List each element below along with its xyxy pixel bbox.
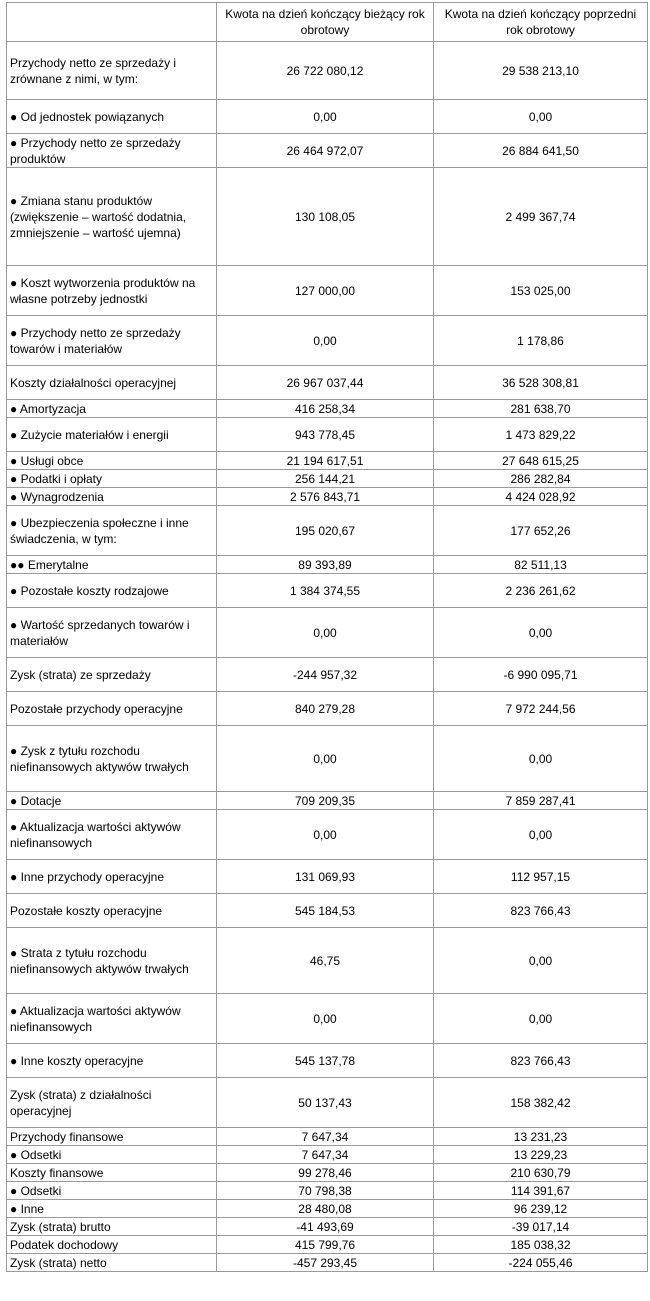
previous-year-value: 823 766,43 (434, 894, 648, 928)
previous-year-value: 13 231,23 (434, 1128, 648, 1146)
row-label: ● Inne przychody operacyjne (7, 860, 217, 894)
previous-year-value: -224 055,46 (434, 1254, 648, 1272)
table-row (7, 1044, 648, 1078)
previous-year-value: 185 038,32 (434, 1236, 648, 1254)
previous-year-value: 7 859 287,41 (434, 792, 648, 810)
table-row (7, 400, 648, 418)
row-label: ● Zysk z tytułu rozchodu niefinansowych aktywów trwałych (7, 726, 217, 792)
previous-year-value: 96 239,12 (434, 1200, 648, 1218)
table-row (7, 1218, 648, 1236)
table-row (7, 1200, 648, 1218)
row-label: ● Strata z tytułu rozchodu niefinansowych aktywów trwałych (7, 928, 217, 994)
table-row (7, 994, 648, 1044)
row-label: ● Zużycie materiałów i energii (7, 418, 217, 452)
current-year-value: 709 209,35 (217, 792, 434, 810)
row-label: Podatek dochodowy (7, 1236, 217, 1254)
table-body (7, 42, 648, 1272)
table-row (7, 1254, 648, 1272)
current-year-value: 131 069,93 (217, 860, 434, 894)
current-year-value: 0,00 (217, 726, 434, 792)
table-row (7, 134, 648, 168)
financial-statement-table (6, 2, 648, 1272)
table-row (7, 366, 648, 400)
row-label: Zysk (strata) ze sprzedaży (7, 658, 217, 692)
header-corner (7, 3, 217, 42)
current-year-value: 0,00 (217, 316, 434, 366)
previous-year-value: 0,00 (434, 994, 648, 1044)
current-year-value: 256 144,21 (217, 470, 434, 488)
row-label: ● Ubezpieczenia społeczne i inne świadczenia, w tym: (7, 506, 217, 556)
current-year-value: 1 384 374,55 (217, 574, 434, 608)
row-label: ● Inne koszty operacyjne (7, 1044, 217, 1078)
current-year-value: 0,00 (217, 608, 434, 658)
table-row (7, 608, 648, 658)
previous-year-value: 210 630,79 (434, 1164, 648, 1182)
current-year-value: 70 798,38 (217, 1182, 434, 1200)
row-label: Zysk (strata) brutto (7, 1218, 217, 1236)
row-label: ● Przychody netto ze sprzedaży towarów i materiałów (7, 316, 217, 366)
current-year-value: 28 480,08 (217, 1200, 434, 1218)
table-row (7, 506, 648, 556)
previous-year-value: 2 236 261,62 (434, 574, 648, 608)
current-year-value: -457 293,45 (217, 1254, 434, 1272)
row-label: ● Amortyzacja (7, 400, 217, 418)
previous-year-value: 0,00 (434, 100, 648, 134)
table-row (7, 1164, 648, 1182)
previous-year-value: 286 282,84 (434, 470, 648, 488)
current-year-value: 7 647,34 (217, 1128, 434, 1146)
table-row (7, 726, 648, 792)
row-label: ● Podatki i opłaty (7, 470, 217, 488)
previous-year-value: 0,00 (434, 928, 648, 994)
row-label: Pozostałe koszty operacyjne (7, 894, 217, 928)
current-year-value: 46,75 (217, 928, 434, 994)
row-label: Koszty finansowe (7, 1164, 217, 1182)
table-row (7, 1236, 648, 1254)
row-label: ● Aktualizacja wartości aktywów niefinansowych (7, 810, 217, 860)
previous-year-value: 114 391,67 (434, 1182, 648, 1200)
table-row (7, 316, 648, 366)
table-row (7, 1128, 648, 1146)
current-year-value: 130 108,05 (217, 168, 434, 266)
previous-year-value: 36 528 308,81 (434, 366, 648, 400)
row-label: ● Od jednostek powiązanych (7, 100, 217, 134)
row-label: ● Odsetki (7, 1182, 217, 1200)
row-label: Zysk (strata) z działalności operacyjnej (7, 1078, 217, 1128)
current-year-value: -244 957,32 (217, 658, 434, 692)
table-row (7, 894, 648, 928)
current-year-value: 416 258,34 (217, 400, 434, 418)
current-year-value: 89 393,89 (217, 556, 434, 574)
table-row (7, 1182, 648, 1200)
table-row (7, 470, 648, 488)
row-label: ● Pozostałe koszty rodzajowe (7, 574, 217, 608)
row-label: ●● Emerytalne (7, 556, 217, 574)
table-row (7, 1078, 648, 1128)
header-previous-year: Kwota na dzień kończący poprzedni rok obrotowy (434, 3, 648, 42)
row-label: Pozostałe przychody operacyjne (7, 692, 217, 726)
current-year-value: 26 464 972,07 (217, 134, 434, 168)
row-label: Przychody netto ze sprzedaży i zrównane z nimi, w tym: (7, 42, 217, 100)
row-label: ● Wartość sprzedanych towarów i materiałów (7, 608, 217, 658)
table-row (7, 574, 648, 608)
current-year-value: 840 279,28 (217, 692, 434, 726)
current-year-value: 415 799,76 (217, 1236, 434, 1254)
table-row (7, 266, 648, 316)
current-year-value: 26 967 037,44 (217, 366, 434, 400)
previous-year-value: -39 017,14 (434, 1218, 648, 1236)
previous-year-value: 1 473 829,22 (434, 418, 648, 452)
current-year-value: 127 000,00 (217, 266, 434, 316)
table-row (7, 792, 648, 810)
table-row (7, 810, 648, 860)
table-row (7, 488, 648, 506)
table-row (7, 658, 648, 692)
previous-year-value: 0,00 (434, 810, 648, 860)
row-label: ● Przychody netto ze sprzedaży produktów (7, 134, 217, 168)
previous-year-value: 7 972 244,56 (434, 692, 648, 726)
previous-year-value: 29 538 213,10 (434, 42, 648, 100)
table-row (7, 1146, 648, 1164)
row-label: ● Dotacje (7, 792, 217, 810)
header-row (7, 3, 648, 42)
current-year-value: 99 278,46 (217, 1164, 434, 1182)
row-label: ● Usługi obce (7, 452, 217, 470)
previous-year-value: 177 652,26 (434, 506, 648, 556)
previous-year-value: 0,00 (434, 608, 648, 658)
row-label: Przychody finansowe (7, 1128, 217, 1146)
current-year-value: 0,00 (217, 100, 434, 134)
table-row (7, 42, 648, 100)
table-row (7, 100, 648, 134)
table-row (7, 928, 648, 994)
table-row (7, 452, 648, 470)
current-year-value: 0,00 (217, 810, 434, 860)
row-label: Koszty działalności operacyjnej (7, 366, 217, 400)
previous-year-value: 1 178,86 (434, 316, 648, 366)
previous-year-value: 0,00 (434, 726, 648, 792)
row-label: ● Odsetki (7, 1146, 217, 1164)
previous-year-value: 112 957,15 (434, 860, 648, 894)
previous-year-value: 2 499 367,74 (434, 168, 648, 266)
previous-year-value: 26 884 641,50 (434, 134, 648, 168)
previous-year-value: -6 990 095,71 (434, 658, 648, 692)
current-year-value: 0,00 (217, 994, 434, 1044)
current-year-value: 943 778,45 (217, 418, 434, 452)
previous-year-value: 13 229,23 (434, 1146, 648, 1164)
current-year-value: 2 576 843,71 (217, 488, 434, 506)
row-label: ● Wynagrodzenia (7, 488, 217, 506)
previous-year-value: 158 382,42 (434, 1078, 648, 1128)
row-label: ● Zmiana stanu produktów (zwiększenie – wartość dodatnia, zmniejszenie – wartość ujemna) (7, 168, 217, 266)
current-year-value: 545 137,78 (217, 1044, 434, 1078)
table-row (7, 860, 648, 894)
current-year-value: 50 137,43 (217, 1078, 434, 1128)
row-label: ● Koszt wytworzenia produktów na własne potrzeby jednostki (7, 266, 217, 316)
table-row (7, 168, 648, 266)
row-label: ● Aktualizacja wartości aktywów niefinansowych (7, 994, 217, 1044)
table-row (7, 692, 648, 726)
previous-year-value: 281 638,70 (434, 400, 648, 418)
previous-year-value: 823 766,43 (434, 1044, 648, 1078)
previous-year-value: 4 424 028,92 (434, 488, 648, 506)
current-year-value: 195 020,67 (217, 506, 434, 556)
current-year-value: 26 722 080,12 (217, 42, 434, 100)
current-year-value: 545 184,53 (217, 894, 434, 928)
current-year-value: -41 493,69 (217, 1218, 434, 1236)
current-year-value: 7 647,34 (217, 1146, 434, 1164)
previous-year-value: 27 648 615,25 (434, 452, 648, 470)
previous-year-value: 82 511,13 (434, 556, 648, 574)
table-row (7, 418, 648, 452)
row-label: Zysk (strata) netto (7, 1254, 217, 1272)
previous-year-value: 153 025,00 (434, 266, 648, 316)
header-current-year: Kwota na dzień kończący bieżący rok obrotowy (217, 3, 434, 42)
row-label: ● Inne (7, 1200, 217, 1218)
table-row (7, 556, 648, 574)
current-year-value: 21 194 617,51 (217, 452, 434, 470)
